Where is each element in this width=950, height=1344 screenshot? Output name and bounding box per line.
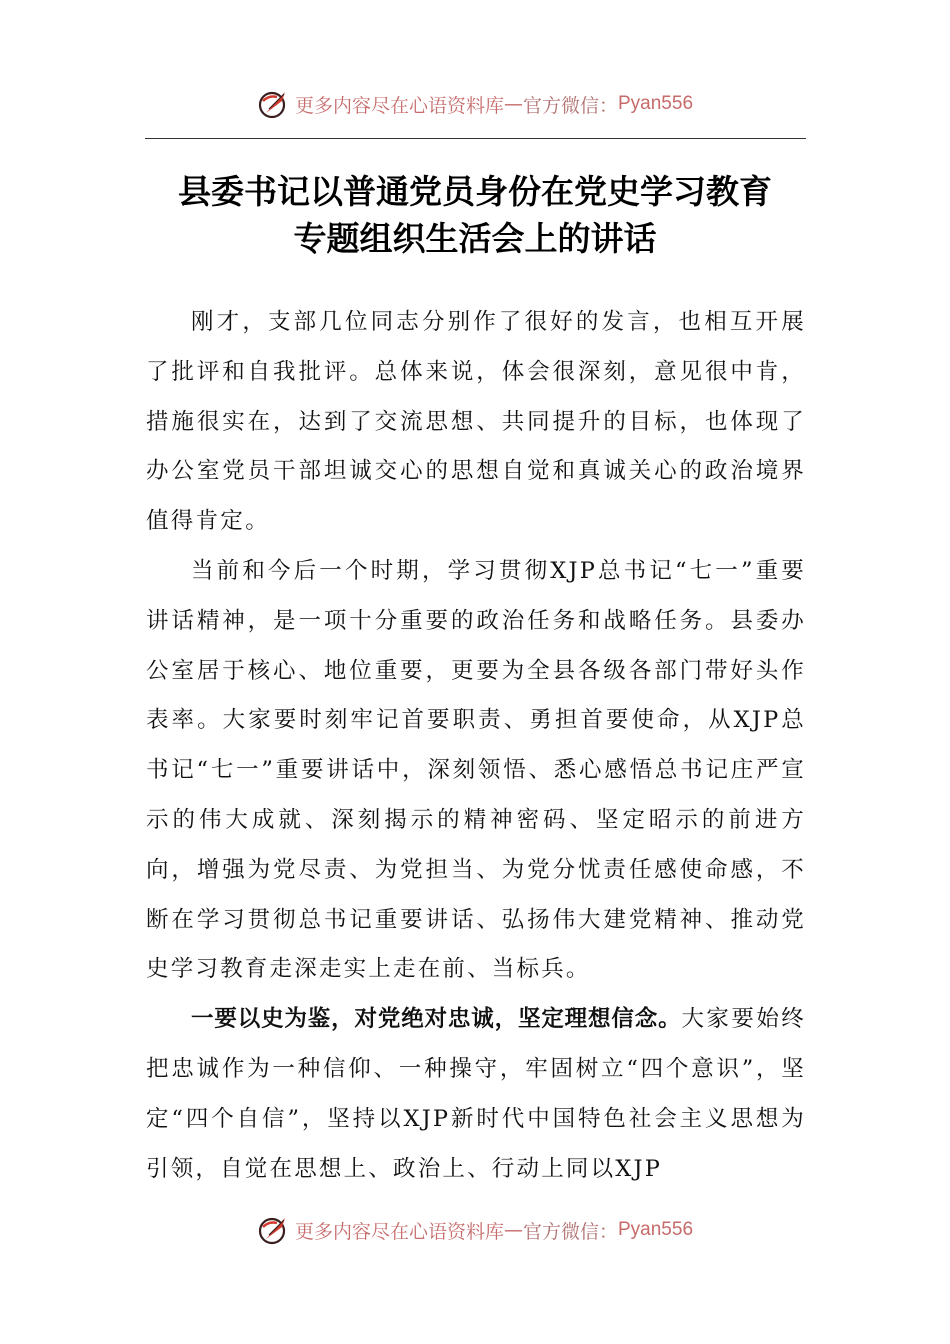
watermark-wechat-label: 官方微信： bbox=[522, 1220, 618, 1243]
paragraph-1 bbox=[146, 298, 806, 547]
watermark-dash: — bbox=[503, 93, 523, 115]
header-divider bbox=[145, 138, 806, 139]
quill-logo-icon bbox=[257, 1213, 291, 1247]
watermark-wechat-label: 官方微信： bbox=[522, 94, 618, 117]
watermark-text: 更多内容尽在心语资料库 bbox=[294, 1220, 504, 1243]
watermark-dash: — bbox=[503, 1219, 523, 1241]
paragraph-3-text: 大家要始终把忠诚作为一种信仰、一种操守，牢固树立“四个意识”，坚定“四个自信”，坚持以XJP新时代中国特色社会主义思想为引领，自觉在思想上、政治上、行动上同以XJP bbox=[146, 1006, 806, 1182]
title-line-2: 专题组织生活会上的讲话 bbox=[293, 219, 657, 258]
title-line-1: 县委书记以普通党员身份在党史学习教育 bbox=[178, 172, 772, 211]
watermark-wechat-id: Pyan556 bbox=[618, 93, 694, 114]
paragraph-2 bbox=[146, 547, 806, 995]
paragraph-3-lead: 一要以史为鉴，对党绝对忠诚，坚定理想信念。 bbox=[191, 1006, 682, 1033]
header-watermark bbox=[0, 86, 950, 122]
quill-logo-icon bbox=[257, 87, 291, 121]
footer-watermark bbox=[0, 1212, 950, 1248]
document-title bbox=[120, 168, 830, 262]
watermark-wechat-id: Pyan556 bbox=[618, 1219, 694, 1240]
paragraph-1-text: 刚才，支部几位同志分别作了很好的发言，也相互开展了批评和自我批评。总体来说，体会很深刻，意见很中肯，措施很实在，达到了交流思想、共同提升的目标，也体现了办公室党员干部坦诚交心的思想自觉和真诚关心的政治境界值得肯定。 bbox=[146, 309, 806, 535]
paragraph-3 bbox=[146, 995, 806, 1194]
document-body bbox=[146, 298, 806, 1194]
watermark-text: 更多内容尽在心语资料库 bbox=[294, 94, 504, 117]
paragraph-2-text: 当前和今后一个时期，学习贯彻XJP总书记“七一”重要讲话精神，是一项十分重要的政治任务和战略任务。县委办公室居于核心、地位重要，更要为全县各级各部门带好头作表率。大家要时刻牢记首要职责、勇担首要使命，从XJP总书记“七一”重要讲话中，深刻领悟、悉心感悟总书记庄严宣示的伟大成就、深刻揭示的精神密码、坚定昭示的前进方向，增强为党尽责、为党担当、为党分忧责任感使命感，不断在学习贯彻总书记重要讲话、弘扬伟大建党精神、推动党史学习教育走深走实上走在前、当标兵。 bbox=[146, 557, 806, 983]
